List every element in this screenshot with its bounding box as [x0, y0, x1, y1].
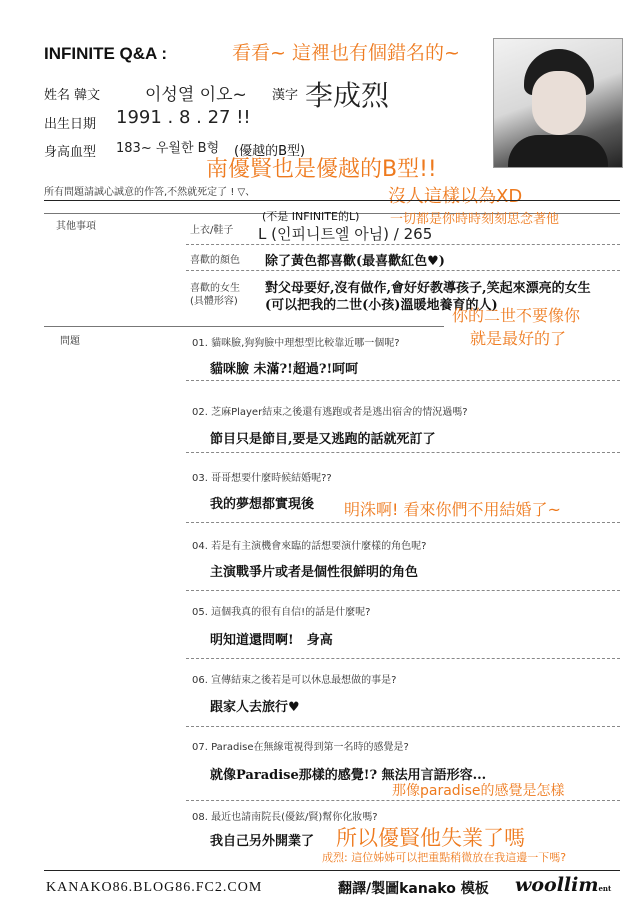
birth-value: 1991 . 8 . 27 !! — [116, 107, 251, 128]
row-divider — [186, 658, 620, 659]
color-value: 除了黃色都喜歡(最喜歡紅色♥) — [265, 254, 445, 269]
question-8: 08. 最近也請南院長(優鉉/賢)幫你化妝嗎? — [192, 812, 378, 823]
body-label: 身高血型 — [44, 145, 97, 160]
annotation-marriage: 明洙啊! 看來你們不用結婚了~ — [344, 500, 561, 519]
question-7: 07. Paradise在無線電視得到第一名時的感覺是? — [192, 742, 409, 753]
ideal-value-1: 對父母要好,沒有做作,會好好教導孩子,笑起來漂亮的女生 — [265, 281, 591, 296]
other-label: 其他事項 — [56, 221, 96, 232]
row-divider — [186, 270, 620, 271]
hanja-value: 李成烈 — [305, 79, 390, 112]
ideal-value-2: (可以把我的二世(小孩)溫暖地養育的人) — [265, 298, 498, 313]
clothes-note: (不是 INFINITE的L) — [262, 210, 360, 223]
question-5: 05. 這個我真的很有自信!的話是什麼呢? — [192, 607, 371, 618]
row-divider — [186, 522, 620, 523]
woollim-logo — [515, 874, 611, 896]
annotation-thinking: 一切都是你時時刻刻思念著他 — [390, 212, 560, 227]
row-divider — [186, 452, 620, 453]
answer-8: 我自己另外開業了 — [210, 834, 315, 849]
footer-site: KANAKO86.BLOG86.FC2.COM — [46, 880, 263, 895]
member-photo — [493, 38, 623, 168]
question-1: 01. 貓咪臉,狗狗臉中理想型比較靠近哪一個呢? — [192, 338, 400, 349]
annotation-top: 看看~ 這裡也有個錯名的~ — [232, 42, 460, 64]
body-note: (優越的B型) — [234, 144, 306, 159]
answer-7: 就像Paradise那樣的感覺!? 無法用言語形容... — [210, 768, 487, 783]
footer-divider — [44, 870, 620, 871]
ideal-label-2: (具體形容) — [190, 296, 238, 307]
annotation-paradise: 那像paradise的感覺是怎樣 — [392, 783, 565, 799]
row-divider — [186, 726, 620, 727]
annotation-jobless: 所以優賢他失業了嗎 — [336, 826, 525, 850]
logo-text: woollim — [515, 874, 599, 896]
annotation-child-2: 就是最好的了 — [470, 329, 567, 348]
name-value: 이성열 이오~ — [145, 85, 247, 105]
question-4: 04. 若是有主演機會來臨的話想要演什麼樣的角色呢? — [192, 541, 427, 552]
birth-label: 出生日期 — [44, 117, 97, 132]
questions-label: 問題 — [60, 336, 80, 347]
section-divider-top — [44, 200, 620, 201]
annotation-sungyeol: 成烈: 這位姊姊可以把重點稍微放在我這邊一下嗎? — [322, 851, 567, 864]
photo-shirt — [508, 135, 608, 167]
questions-divider — [44, 326, 444, 327]
hanja-label: 漢字 — [272, 88, 299, 103]
footer-credit: 翻譯/製圖kanako 模板 — [338, 881, 489, 897]
row-divider — [186, 800, 620, 801]
question-2: 02. 芝麻Player結束之後還有逃跑或者是逃出宿舍的情況過嗎? — [192, 407, 468, 418]
answer-6: 跟家人去旅行♥ — [210, 700, 300, 715]
page-title: INFINITE Q&A : — [44, 44, 168, 63]
row-divider — [186, 244, 620, 245]
question-6: 06. 宣傳結束之後若是可以休息最想做的事是? — [192, 675, 397, 686]
clothes-value: L (인피니트엘 아님) / 265 — [258, 225, 433, 243]
annotation-misunderstand: 沒人這樣以為XD — [388, 186, 523, 207]
body-value: 183~ 우월한 B형 — [116, 141, 220, 156]
answer-2: 節目只是節目,要是又逃跑的話就死訂了 — [210, 432, 436, 447]
color-label: 喜歡的顏色 — [190, 255, 240, 266]
answer-5: 明知道還問啊! 身高 — [210, 633, 333, 648]
row-divider — [186, 590, 620, 591]
answer-1: 貓咪臉 未滿?!超過?!呵呵 — [210, 362, 359, 377]
intro-text: 所有問題請誠心誠意的作答,不然就死定了 ! ▽、 — [44, 187, 256, 198]
answer-4: 主演戰爭片或者是個性很鮮明的角色 — [210, 565, 419, 580]
clothes-label: 上衣/鞋子 — [190, 225, 234, 236]
row-divider — [186, 380, 620, 381]
answer-3: 我的夢想都實現後 — [210, 497, 315, 512]
annotation-child-1: 你的二世不要像你 — [452, 306, 581, 325]
photo-face — [532, 71, 586, 135]
logo-sub: ent — [598, 884, 612, 893]
name-label: 姓名 韓文 — [44, 88, 101, 103]
question-3: 03. 哥哥想要什麼時候結婚呢?? — [192, 473, 332, 484]
ideal-label: 喜歡的女生 — [190, 283, 240, 294]
annotation-blood: 南優賢也是優越的B型!! — [206, 157, 437, 182]
